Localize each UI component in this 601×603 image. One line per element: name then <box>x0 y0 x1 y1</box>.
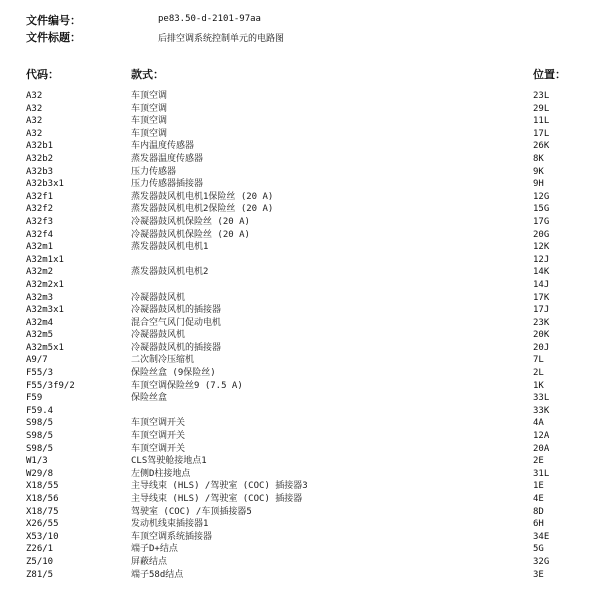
row-position: 2L <box>533 368 544 379</box>
row-description: 左侧D柱接地点 <box>131 468 191 479</box>
row-position: 33L <box>533 393 550 404</box>
row-position: 3E <box>533 569 544 580</box>
row-description: 冷凝器鼓风机的插接器 <box>131 342 222 353</box>
row-description: 蒸发器鼓风机电机2 <box>131 267 209 278</box>
row-position: 12G <box>533 191 550 202</box>
table-row <box>0 354 601 367</box>
row-code: A32 <box>26 103 43 114</box>
row-code: A32m5 <box>26 330 54 341</box>
table-row <box>0 329 601 342</box>
row-description: 车顶空调 <box>131 116 168 127</box>
row-position: 17L <box>533 128 550 139</box>
row-position: 20K <box>533 330 550 341</box>
row-position: 34E <box>533 531 550 542</box>
row-code: A32m4 <box>26 317 54 328</box>
row-position: 33K <box>533 405 550 416</box>
row-position: 23K <box>533 317 550 328</box>
row-code: A32 <box>26 91 43 101</box>
row-position: 2E <box>533 456 544 467</box>
row-code: A32f3 <box>26 216 54 227</box>
row-description: 车顶空调保险丝9 (7.5 A) <box>131 380 243 391</box>
row-description: 二次制冷压缩机 <box>131 355 195 366</box>
row-position: 14K <box>533 267 550 278</box>
row-code: A32m5x1 <box>26 342 64 353</box>
table-row <box>0 216 601 229</box>
row-position: 12A <box>533 431 550 442</box>
row-code: X53/10 <box>26 531 59 542</box>
table-row <box>0 455 601 468</box>
row-description: 车内温度传感器 <box>131 141 195 152</box>
row-code: A32 <box>26 128 43 139</box>
row-code: F55/3 <box>26 368 54 379</box>
row-code: W29/8 <box>26 468 54 479</box>
row-description: 冷凝器鼓风机 <box>131 330 186 341</box>
row-description: 蒸发器温度传感器 <box>131 153 204 164</box>
row-description: 端子D+结点 <box>131 544 178 555</box>
row-position: 7L <box>533 355 544 366</box>
row-description: 车顶空调开关 <box>131 418 186 429</box>
row-description: 驾驶室 (COC) /车顶插接器5 <box>131 506 252 517</box>
row-code: F59.4 <box>26 405 54 416</box>
row-position: 20G <box>533 229 550 240</box>
row-code: A32b1 <box>26 141 54 152</box>
table-row <box>0 166 601 179</box>
table-row <box>0 266 601 279</box>
row-code: X18/56 <box>26 494 59 504</box>
table-row <box>0 292 601 305</box>
table-row <box>0 191 601 204</box>
table-row <box>0 241 601 254</box>
row-position: 1K <box>533 380 544 391</box>
row-code: X18/55 <box>26 481 59 492</box>
row-code: A32m2 <box>26 267 54 278</box>
table-row <box>0 543 601 556</box>
row-description: 冷凝器鼓风机保险丝 (20 A) <box>131 216 250 227</box>
row-position: 20A <box>533 443 550 454</box>
column-header-pos: 位置： <box>533 68 566 81</box>
row-description: CLS驾驶舱接地点1 <box>131 456 207 467</box>
row-description: 车顶空调 <box>131 91 168 101</box>
table-row <box>0 229 601 242</box>
table-row <box>0 480 601 493</box>
row-description: 蒸发器鼓风机电机1保险丝 (20 A) <box>131 191 274 202</box>
doc-title-value: 后排空调系统控制单元的电路图 <box>158 34 285 44</box>
table-row <box>0 518 601 531</box>
row-code: S98/5 <box>26 418 54 429</box>
row-description: 保险丝盒 <box>131 393 168 404</box>
table-row <box>0 304 601 317</box>
row-code: W1/3 <box>26 456 48 467</box>
row-position: 29L <box>533 103 550 114</box>
table-row <box>0 103 601 116</box>
table-row <box>0 493 601 506</box>
row-description: 冷凝器鼓风机的插接器 <box>131 305 222 316</box>
row-code: X18/75 <box>26 506 59 517</box>
table-row <box>0 140 601 153</box>
row-code: A32m3 <box>26 292 54 303</box>
table-row <box>0 506 601 519</box>
table-row <box>0 342 601 355</box>
row-description: 蒸发器鼓风机电机1 <box>131 242 209 253</box>
table-row <box>0 531 601 544</box>
column-header-desc: 款式： <box>131 68 164 81</box>
table-row <box>0 417 601 430</box>
row-code: S98/5 <box>26 431 54 442</box>
row-code: A32f1 <box>26 191 54 202</box>
row-position: 5G <box>533 544 544 555</box>
row-description: 车顶空调 <box>131 128 168 139</box>
row-position: 23L <box>533 91 550 101</box>
row-position: 20J <box>533 342 550 353</box>
component-table <box>0 90 601 581</box>
row-description: 车顶空调 <box>131 103 168 114</box>
row-code: Z5/10 <box>26 556 54 567</box>
table-row <box>0 569 601 582</box>
table-row <box>0 115 601 128</box>
row-position: 12K <box>533 242 550 253</box>
row-position: 32G <box>533 556 550 567</box>
row-position: 11L <box>533 116 550 127</box>
row-description: 冷凝器鼓风机 <box>131 292 186 303</box>
row-position: 15G <box>533 204 550 215</box>
row-code: Z26/1 <box>26 544 54 555</box>
row-description: 端子58d结点 <box>131 569 184 580</box>
row-position: 4A <box>533 418 544 429</box>
table-row <box>0 405 601 418</box>
row-code: A32b3 <box>26 166 54 177</box>
row-position: 31L <box>533 468 550 479</box>
row-position: 17K <box>533 292 550 303</box>
row-position: 6H <box>533 519 544 530</box>
row-code: A32m2x1 <box>26 279 64 290</box>
row-description: 主导线束 (HLS) /驾驶室 (COC) 插接器 <box>131 494 303 504</box>
row-description: 冷凝器鼓风机保险丝 (20 A) <box>131 229 250 240</box>
row-position: 26K <box>533 141 550 152</box>
row-description: 车顶空调开关 <box>131 431 186 442</box>
table-row <box>0 279 601 292</box>
table-row <box>0 178 601 191</box>
row-code: A32f4 <box>26 229 54 240</box>
row-description: 蒸发器鼓风机电机2保险丝 (20 A) <box>131 204 274 215</box>
row-code: F59 <box>26 393 43 404</box>
row-position: 4E <box>533 494 544 504</box>
table-row <box>0 556 601 569</box>
doc-number-value: pe83.50-d-2101-97aa <box>158 14 261 24</box>
row-description: 主导线束 (HLS) /驾驶室 (COC) 插接器3 <box>131 481 308 492</box>
row-position: 12J <box>533 254 550 265</box>
doc-title-label: 文件标题： <box>26 31 81 44</box>
table-row <box>0 90 601 103</box>
row-description: 压力传感器 <box>131 166 177 177</box>
row-code: A32m1 <box>26 242 54 253</box>
row-position: 8D <box>533 506 544 517</box>
row-position: 9K <box>533 166 544 177</box>
row-position: 17J <box>533 305 550 316</box>
row-description: 保险丝盒 (9保险丝) <box>131 368 216 379</box>
table-row <box>0 203 601 216</box>
table-row <box>0 380 601 393</box>
table-row <box>0 254 601 267</box>
row-position: 17G <box>533 216 550 227</box>
row-code: A32f2 <box>26 204 54 215</box>
row-description: 压力传感器插接器 <box>131 179 204 190</box>
table-row <box>0 317 601 330</box>
row-position: 14J <box>533 279 550 290</box>
row-description: 发动机线束插接器1 <box>131 519 209 530</box>
row-code: S98/5 <box>26 443 54 454</box>
table-row <box>0 153 601 166</box>
row-code: Z81/5 <box>26 569 54 580</box>
row-description: 车顶空调开关 <box>131 443 186 454</box>
table-row <box>0 392 601 405</box>
column-header-code: 代码： <box>26 68 59 81</box>
row-code: A9/7 <box>26 355 48 366</box>
row-code: A32 <box>26 116 43 127</box>
row-position: 8K <box>533 153 544 164</box>
row-description: 屏蔽结点 <box>131 556 168 567</box>
row-code: A32m3x1 <box>26 305 64 316</box>
table-row <box>0 468 601 481</box>
row-description: 车顶空调系统插接器 <box>131 531 213 542</box>
row-code: F55/3f9/2 <box>26 380 75 391</box>
row-code: A32m1x1 <box>26 254 64 265</box>
table-row <box>0 430 601 443</box>
row-code: X26/55 <box>26 519 59 530</box>
row-description: 混合空气风门促动电机 <box>131 317 222 328</box>
row-code: A32b2 <box>26 153 54 164</box>
doc-number-label: 文件编号： <box>26 14 81 27</box>
table-row <box>0 128 601 141</box>
row-position: 9H <box>533 179 544 190</box>
row-position: 1E <box>533 481 544 492</box>
row-code: A32b3x1 <box>26 179 64 190</box>
table-row <box>0 443 601 456</box>
table-row <box>0 367 601 380</box>
